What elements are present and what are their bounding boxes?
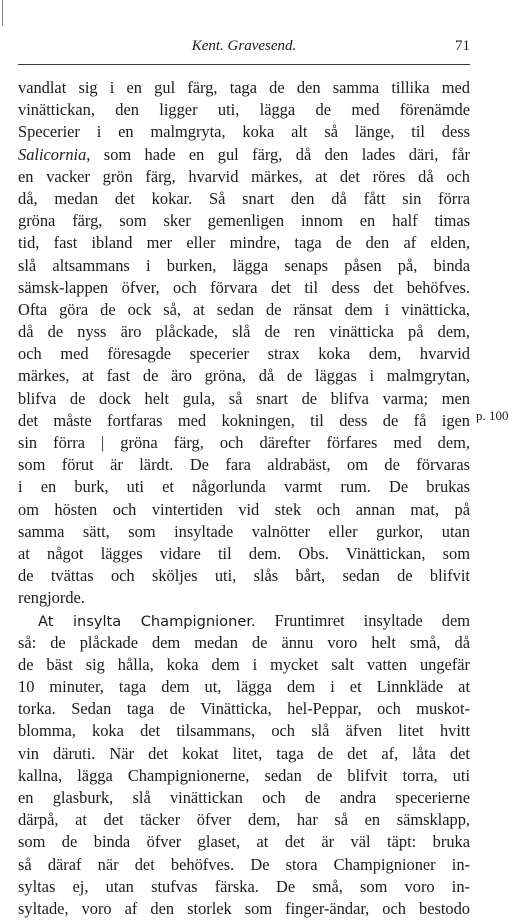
- text-line: Specerier i en malmgryta, koka alt så länge, til dess: [18, 122, 470, 142]
- text-line: Ofta göra de ock så, at sedan de ränsat dem i vinätticka,: [18, 299, 470, 319]
- text-line: som förut är lärdt. De fara aldrabäst, om de förvaras: [18, 455, 470, 475]
- page-edge-line: [2, 0, 3, 26]
- body-text: [18, 77, 470, 920]
- text-line-rest: , som hade en gul färg, då den lades däri, får: [86, 144, 470, 164]
- text-line: de bäst sig hålla, koka dem i mycket salt vatten ungefär: [18, 654, 470, 674]
- text-line: blifva de dock helt gula, så snart de blifva varma; men: [18, 388, 470, 408]
- text-line: syltas ej, utan stufvas färska. De små, som voro in-: [18, 876, 470, 896]
- text-line-with-italic: [18, 144, 470, 166]
- text-line: vinättickan, den ligger uti, lägga de med förenämde: [18, 100, 470, 120]
- text-line: rengjorde.: [18, 588, 85, 608]
- text-line: at något lägges vidare til dem. Obs. Vinättickan, som: [18, 543, 470, 563]
- text-line: 10 minuter, taga dem ut, lägga dem i et Linnkläde at: [18, 677, 470, 697]
- text-line: slå altsammans i burken, lägga senaps påsen på, binda: [18, 255, 470, 275]
- section-heading: At insylta Champignioner.: [38, 612, 256, 630]
- running-title: Kent. Gravesend.: [191, 38, 297, 54]
- text-line: då de nyss äro plåckade, slå de ren vinätticka på dem,: [18, 322, 470, 342]
- text-line: i en burk, uti et någorlunda varmt rum. De brukas: [18, 477, 470, 497]
- text-line: som de binda öfver glaset, at det är väl täpt: bruka: [18, 832, 470, 852]
- text-line: blomma, koka det tilsammans, och slå äfven litet hvitt: [18, 721, 470, 741]
- text-line: gröna färg, som sker gemenligen innom en half timas: [18, 211, 470, 231]
- text-line: om hösten och vintertiden vid stek och annan mat, på: [18, 499, 470, 519]
- text-line: därpå, at det täcker öfver dem, har så en sämsklapp,: [18, 810, 470, 830]
- text-line: tid, fast ibland mer eller mindre, taga de den af elden,: [18, 233, 470, 253]
- running-header: [18, 38, 470, 60]
- italic-term: Salicornia: [18, 144, 87, 164]
- text-line: kallna, lägga Champignionerne, sedan de blifvit torra, uti: [18, 765, 470, 785]
- text-line: torka. Sedan taga de Vinätticka, hel-Peppar, och muskot-: [18, 699, 470, 719]
- section-start-line: [18, 610, 470, 632]
- text-line: det måste fortfaras med kokningen, til dess de få igen: [18, 410, 470, 430]
- text-line: vandlat sig i en gul färg, taga de den samma tillika med: [18, 78, 470, 97]
- margin-page-reference: p. 100: [476, 408, 509, 423]
- text-line: och med föresagde specerier strax koka dem, hvarvid: [18, 344, 470, 364]
- page-number: 71: [455, 38, 470, 54]
- text-line: vin däruti. När det kokat litet, taga de det af, låta det: [18, 743, 470, 763]
- text-line: märkes, at fast de äro gröna, då de läggas i malmgrytan,: [18, 366, 470, 386]
- text-line: sämsk-lappen öfver, och förvara det til dess det behöfves.: [18, 277, 470, 297]
- text-line-rest: Fruntimret insyltade dem: [255, 610, 470, 630]
- text-line: samma sätt, som insyltade valnötter eller gurkor, utan: [18, 521, 470, 541]
- header-rule: [18, 64, 470, 65]
- text-line: så däraf när det behöfves. De stora Champignioner in-: [18, 854, 470, 874]
- text-line: sin förra | gröna färg, och därefter förfares med dem,: [18, 433, 470, 452]
- text-line: syltade, voro af den storlek som finger-ändar, och bestodo: [18, 898, 470, 918]
- text-line: en vacker grön färg, hvarvid märkes, at det röres då och: [18, 166, 470, 186]
- text-line: så: de plåckade dem medan de ännu voro helt små, då: [18, 632, 470, 652]
- text-line: de tvättas och sköljes uti, slås bårt, sedan de blifvit: [18, 566, 470, 586]
- text-line: då, medan det kokar. Så snart den då fått sin förra: [18, 188, 470, 208]
- text-line: en glasburk, slå vinättickan och de andra specerierne: [18, 788, 470, 807]
